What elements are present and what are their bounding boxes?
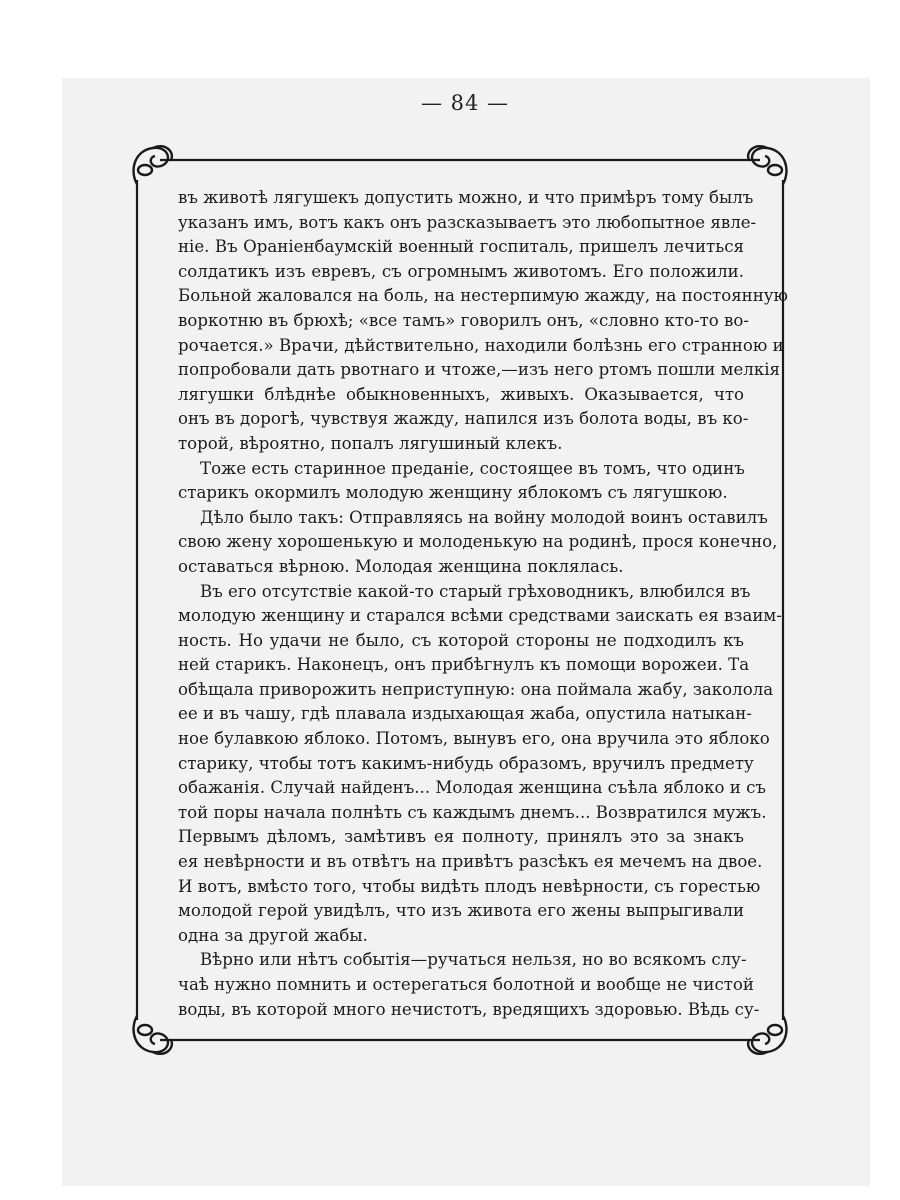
corner-flourish-bottom-left	[134, 1016, 172, 1054]
text-line: ней старикъ. Наконецъ, онъ прибѣгнулъ къ помощи ворожеи. Та	[178, 655, 750, 675]
text-line: ея невѣрности и въ отвѣтъ на привѣтъ разсѣкъ ея мечемъ на двое.	[178, 852, 763, 872]
text-line: въ животѣ лягушекъ допустить можно, и что примѣръ тому былъ	[178, 188, 754, 207]
text-line: Тоже есть старинное преданіе, состоящее въ томъ, что одинъ	[200, 458, 745, 478]
text-line: Въ его отсутствіе какой-то старый грѣховодникъ, влюбился въ	[200, 581, 751, 601]
paragraph-3	[178, 506, 778, 580]
text-line: ніе. Въ Ораніенбаумскій военный госпиталь, пришелъ лечиться	[178, 237, 744, 257]
paragraph-4	[178, 580, 782, 949]
text-line: Вѣрно или нѣтъ событія—ручаться нельзя, но во всякомъ слу-	[200, 950, 747, 970]
text-line: свою жену хорошенькую и молоденькую на родинѣ, прося конечно,	[178, 532, 778, 552]
text-line: ее и въ чашу, гдѣ плавала издыхающая жаба, опустила натыкан-	[178, 704, 752, 724]
paragraph-5	[178, 948, 760, 1022]
text-line: Больной жаловался на боль, на нестерпимую жажду, на постоянную	[178, 286, 789, 306]
paragraph-1	[178, 186, 789, 457]
paragraph-2	[178, 457, 744, 506]
text-line: ность. Но удачи не было, съ которой стороны не подходилъ къ	[178, 630, 744, 650]
text-line: солдатикъ изъ евревъ, съ огромнымъ животомъ. Его положили.	[178, 261, 744, 281]
text-line: онъ въ дорогѣ, чувствуя жажду, напился изъ болота воды, въ ко-	[178, 409, 749, 429]
text-line: воркотню въ брюхѣ; «все тамъ» говорилъ онъ, «словно кто-то во-	[178, 310, 749, 330]
text-line: торой, вѣроятно, попалъ лягушиный клекъ.	[178, 433, 563, 453]
text-line: старикъ окормилъ молодую женщину яблокомъ съ лягушкою.	[178, 483, 728, 503]
text-line: ное булавкою яблоко. Потомъ, вынувъ его, она вручила это яблоко	[178, 729, 770, 749]
text-line: старику, чтобы тотъ какимъ-нибудь образомъ, вручилъ предмету	[178, 753, 754, 773]
text-line: молодой герой увидѣлъ, что изъ живота его жены выпрыгивали	[178, 901, 744, 921]
text-line: лягушки блѣднѣе обыкновенныхъ, живыхъ. Оказывается, что	[178, 384, 744, 404]
page-number: — 84 —	[420, 91, 510, 115]
text-line: молодую женщину и старался всѣми средствами заискать ея взаим-	[178, 606, 782, 626]
text-line: И вотъ, вмѣсто того, чтобы видѣть плодъ невѣрности, съ горестью	[178, 876, 761, 896]
text-line: Дѣло было такъ: Отправляясь на войну молодой воинъ оставилъ	[200, 507, 768, 527]
text-line: указанъ имъ, вотъ какъ онъ разсказываетъ это любопытное явле-	[178, 212, 757, 232]
text-line: одна за другой жабы.	[178, 925, 368, 945]
text-line: рочается.» Врачи, дѣйствительно, находили болѣзнь его странною и	[178, 335, 784, 355]
corner-flourish-top-left	[134, 146, 172, 184]
text-line: той поры начала полнѣть съ каждымъ днемъ... Возвратился мужъ.	[178, 802, 767, 822]
text-line: оставаться вѣрною. Молодая женщина поклялась.	[178, 556, 624, 576]
text-line: попробовали дать рвотнаго и чтоже,—изъ него ртомъ пошли мелкія	[178, 360, 780, 380]
text-line: воды, въ которой много нечистотъ, вредящихъ здоровью. Вѣдь су-	[178, 999, 760, 1019]
text-line: чаѣ нужно помнить и остерегаться болотной и вообще не чистой	[178, 975, 754, 994]
text-line: обѣщала приворожить неприступную: она поймала жабу, заколола	[178, 679, 774, 699]
text-line: Первымъ дѣломъ, замѣтивъ ея полноту, принялъ это за знакъ	[178, 827, 744, 847]
corner-flourish-top-right	[748, 146, 786, 184]
text-line: обажанія. Случай найденъ... Молодая женщина съѣла яблоко и съ	[178, 778, 766, 798]
body-text	[178, 186, 789, 1022]
corner-flourish-bottom-right	[748, 1016, 786, 1054]
